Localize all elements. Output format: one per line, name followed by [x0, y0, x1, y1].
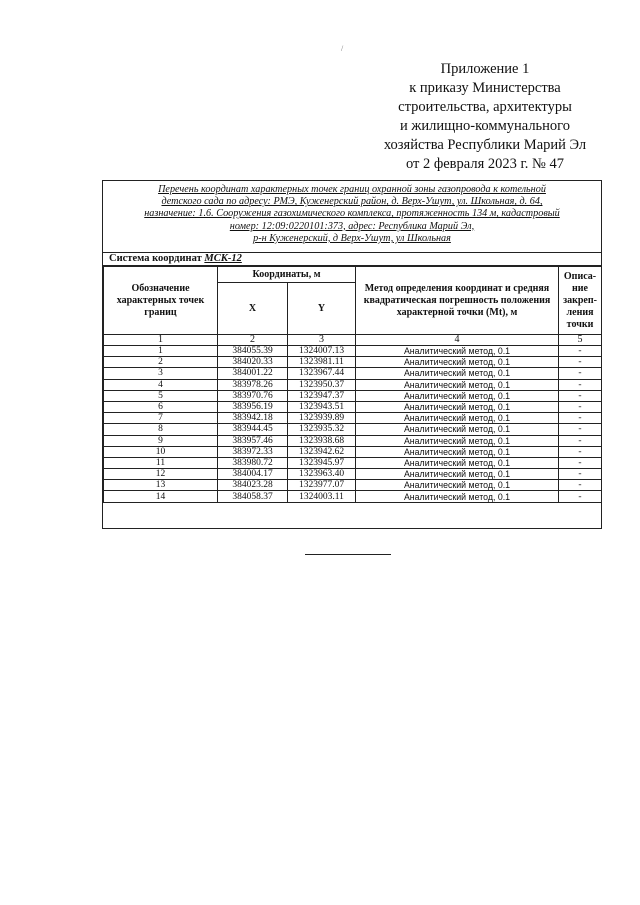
point-number-cell: 10: [104, 446, 218, 457]
header-description: Описа-ние закреп-ления точки: [559, 267, 602, 335]
x-cell: 383942.18: [218, 413, 288, 424]
x-cell: 384055.39: [218, 346, 288, 357]
column-number: 3: [288, 335, 356, 346]
method-cell: Аналитический метод, 0.1: [356, 390, 559, 401]
x-cell: 383972.33: [218, 446, 288, 457]
table-row: [104, 480, 602, 491]
description-cell: -: [559, 401, 602, 412]
bottom-rule: [305, 554, 391, 555]
appendix-line: строительства, архитектуры: [398, 99, 572, 115]
y-cell: 1323939.89: [288, 413, 356, 424]
column-number: 2: [218, 335, 288, 346]
y-cell: 1323935.32: [288, 424, 356, 435]
point-number-cell: 3: [104, 368, 218, 379]
coordinates-table: [103, 266, 602, 503]
header-x: X: [218, 283, 288, 335]
x-cell: 384058.37: [218, 491, 288, 502]
method-cell: Аналитический метод, 0.1: [356, 469, 559, 480]
point-number-cell: 13: [104, 480, 218, 491]
method-cell: Аналитический метод, 0.1: [356, 401, 559, 412]
method-cell: Аналитический метод, 0.1: [356, 491, 559, 502]
x-cell: 384023.28: [218, 480, 288, 491]
method-cell: Аналитический метод, 0.1: [356, 413, 559, 424]
description-cell: -: [559, 480, 602, 491]
point-number-cell: 8: [104, 424, 218, 435]
y-cell: 1323967.44: [288, 368, 356, 379]
method-cell: Аналитический метод, 0.1: [356, 435, 559, 446]
y-cell: 1323981.11: [288, 357, 356, 368]
appendix-line: и жилищно-коммунального: [399, 118, 571, 134]
point-number-cell: 14: [104, 491, 218, 502]
y-cell: 1324003.11: [288, 491, 356, 502]
point-number-cell: 7: [104, 413, 218, 424]
method-cell: Аналитический метод, 0.1: [356, 379, 559, 390]
x-cell: 383970.76: [218, 390, 288, 401]
column-number: 5: [559, 335, 602, 346]
caption-line: Перечень координат характерных точек границ охранной зоны газопровода к котельной: [158, 184, 546, 195]
table-caption: [103, 181, 601, 252]
point-number-cell: 5: [104, 390, 218, 401]
point-number-cell: 6: [104, 401, 218, 412]
y-cell: 1323947.37: [288, 390, 356, 401]
description-cell: -: [559, 413, 602, 424]
description-cell: -: [559, 469, 602, 480]
caption-line: р-н Куженерский, д Верх-Ушут, ул Школьная: [253, 232, 451, 244]
method-cell: Аналитический метод, 0.1: [356, 424, 559, 435]
description-cell: -: [559, 435, 602, 446]
caption-line: номер: 12:09:0220101:373, адрес: Республика Марий Эл,: [229, 220, 475, 232]
header-y: Y: [288, 283, 356, 335]
method-cell: Аналитический метод, 0.1: [356, 368, 559, 379]
x-cell: 383978.26: [218, 379, 288, 390]
appendix-header: [380, 60, 590, 174]
point-number-cell: 4: [104, 379, 218, 390]
y-cell: 1323950.37: [288, 379, 356, 390]
header-method: Метод определения координат и средняя квадратическая погрешность положения характерной точки (Mt), м: [356, 267, 559, 335]
column-number: 4: [356, 335, 559, 346]
coordinates-document: [102, 180, 602, 529]
table-row: [104, 435, 602, 446]
caption-line: детского сада по адресу: РМЭ, Куженерский район, д. Верх-Ушут, ул. Школьная, д. 64,: [161, 196, 543, 208]
point-number-cell: 12: [104, 469, 218, 480]
table-row: [104, 401, 602, 412]
point-number-cell: 1: [104, 346, 218, 357]
method-cell: Аналитический метод, 0.1: [356, 446, 559, 457]
table-row: [104, 379, 602, 390]
method-cell: Аналитический метод, 0.1: [356, 357, 559, 368]
appendix-line: хозяйства Республики Марий Эл: [383, 137, 587, 153]
coordinate-system-label: Система координат: [109, 253, 202, 264]
table-row: [104, 413, 602, 424]
y-cell: 1323963.40: [288, 469, 356, 480]
x-cell: 383957.46: [218, 435, 288, 446]
description-cell: -: [559, 446, 602, 457]
stray-mark: /: [341, 44, 344, 53]
y-cell: 1323977.07: [288, 480, 356, 491]
column-number: 1: [104, 335, 218, 346]
column-number-row: [104, 335, 602, 346]
table-row: [104, 424, 602, 435]
y-cell: 1323938.68: [288, 435, 356, 446]
x-cell: 384020.33: [218, 357, 288, 368]
table-row: [104, 346, 602, 357]
description-cell: -: [559, 390, 602, 401]
table-row: [104, 491, 602, 502]
x-cell: 384004.17: [218, 469, 288, 480]
y-cell: 1324007.13: [288, 346, 356, 357]
description-cell: -: [559, 368, 602, 379]
method-cell: Аналитический метод, 0.1: [356, 346, 559, 357]
method-cell: Аналитический метод, 0.1: [356, 480, 559, 491]
table-row: [104, 390, 602, 401]
header-coordinates: Координаты, м: [218, 267, 356, 283]
point-number-cell: 11: [104, 457, 218, 468]
table-row: [104, 446, 602, 457]
caption-line: назначение: 1.6. Сооружения газохимического комплекса, протяженность 134 м, кадастровый: [144, 208, 560, 220]
table-row: [104, 368, 602, 379]
table-row: [104, 469, 602, 480]
table-row: [104, 457, 602, 468]
x-cell: 383944.45: [218, 424, 288, 435]
description-cell: -: [559, 357, 602, 368]
description-cell: -: [559, 379, 602, 390]
x-cell: 383956.19: [218, 401, 288, 412]
appendix-line: от 2 февраля 2023 г. № 47: [405, 156, 565, 172]
header-point: Обозначение характерных точек границ: [104, 267, 218, 335]
description-cell: -: [559, 491, 602, 502]
method-cell: Аналитический метод, 0.1: [356, 457, 559, 468]
appendix-line: Приложение 1: [440, 61, 530, 77]
appendix-line: к приказу Министерства: [409, 80, 561, 96]
y-cell: 1323942.62: [288, 446, 356, 457]
point-number-cell: 9: [104, 435, 218, 446]
y-cell: 1323943.51: [288, 401, 356, 412]
description-cell: -: [559, 346, 602, 357]
point-number-cell: 2: [104, 357, 218, 368]
description-cell: -: [559, 424, 602, 435]
description-cell: -: [559, 457, 602, 468]
coordinate-system: [103, 252, 601, 266]
y-cell: 1323945.97: [288, 457, 356, 468]
x-cell: 383980.72: [218, 457, 288, 468]
x-cell: 384001.22: [218, 368, 288, 379]
coordinate-system-name: МСК-12: [204, 253, 242, 264]
table-row: [104, 357, 602, 368]
